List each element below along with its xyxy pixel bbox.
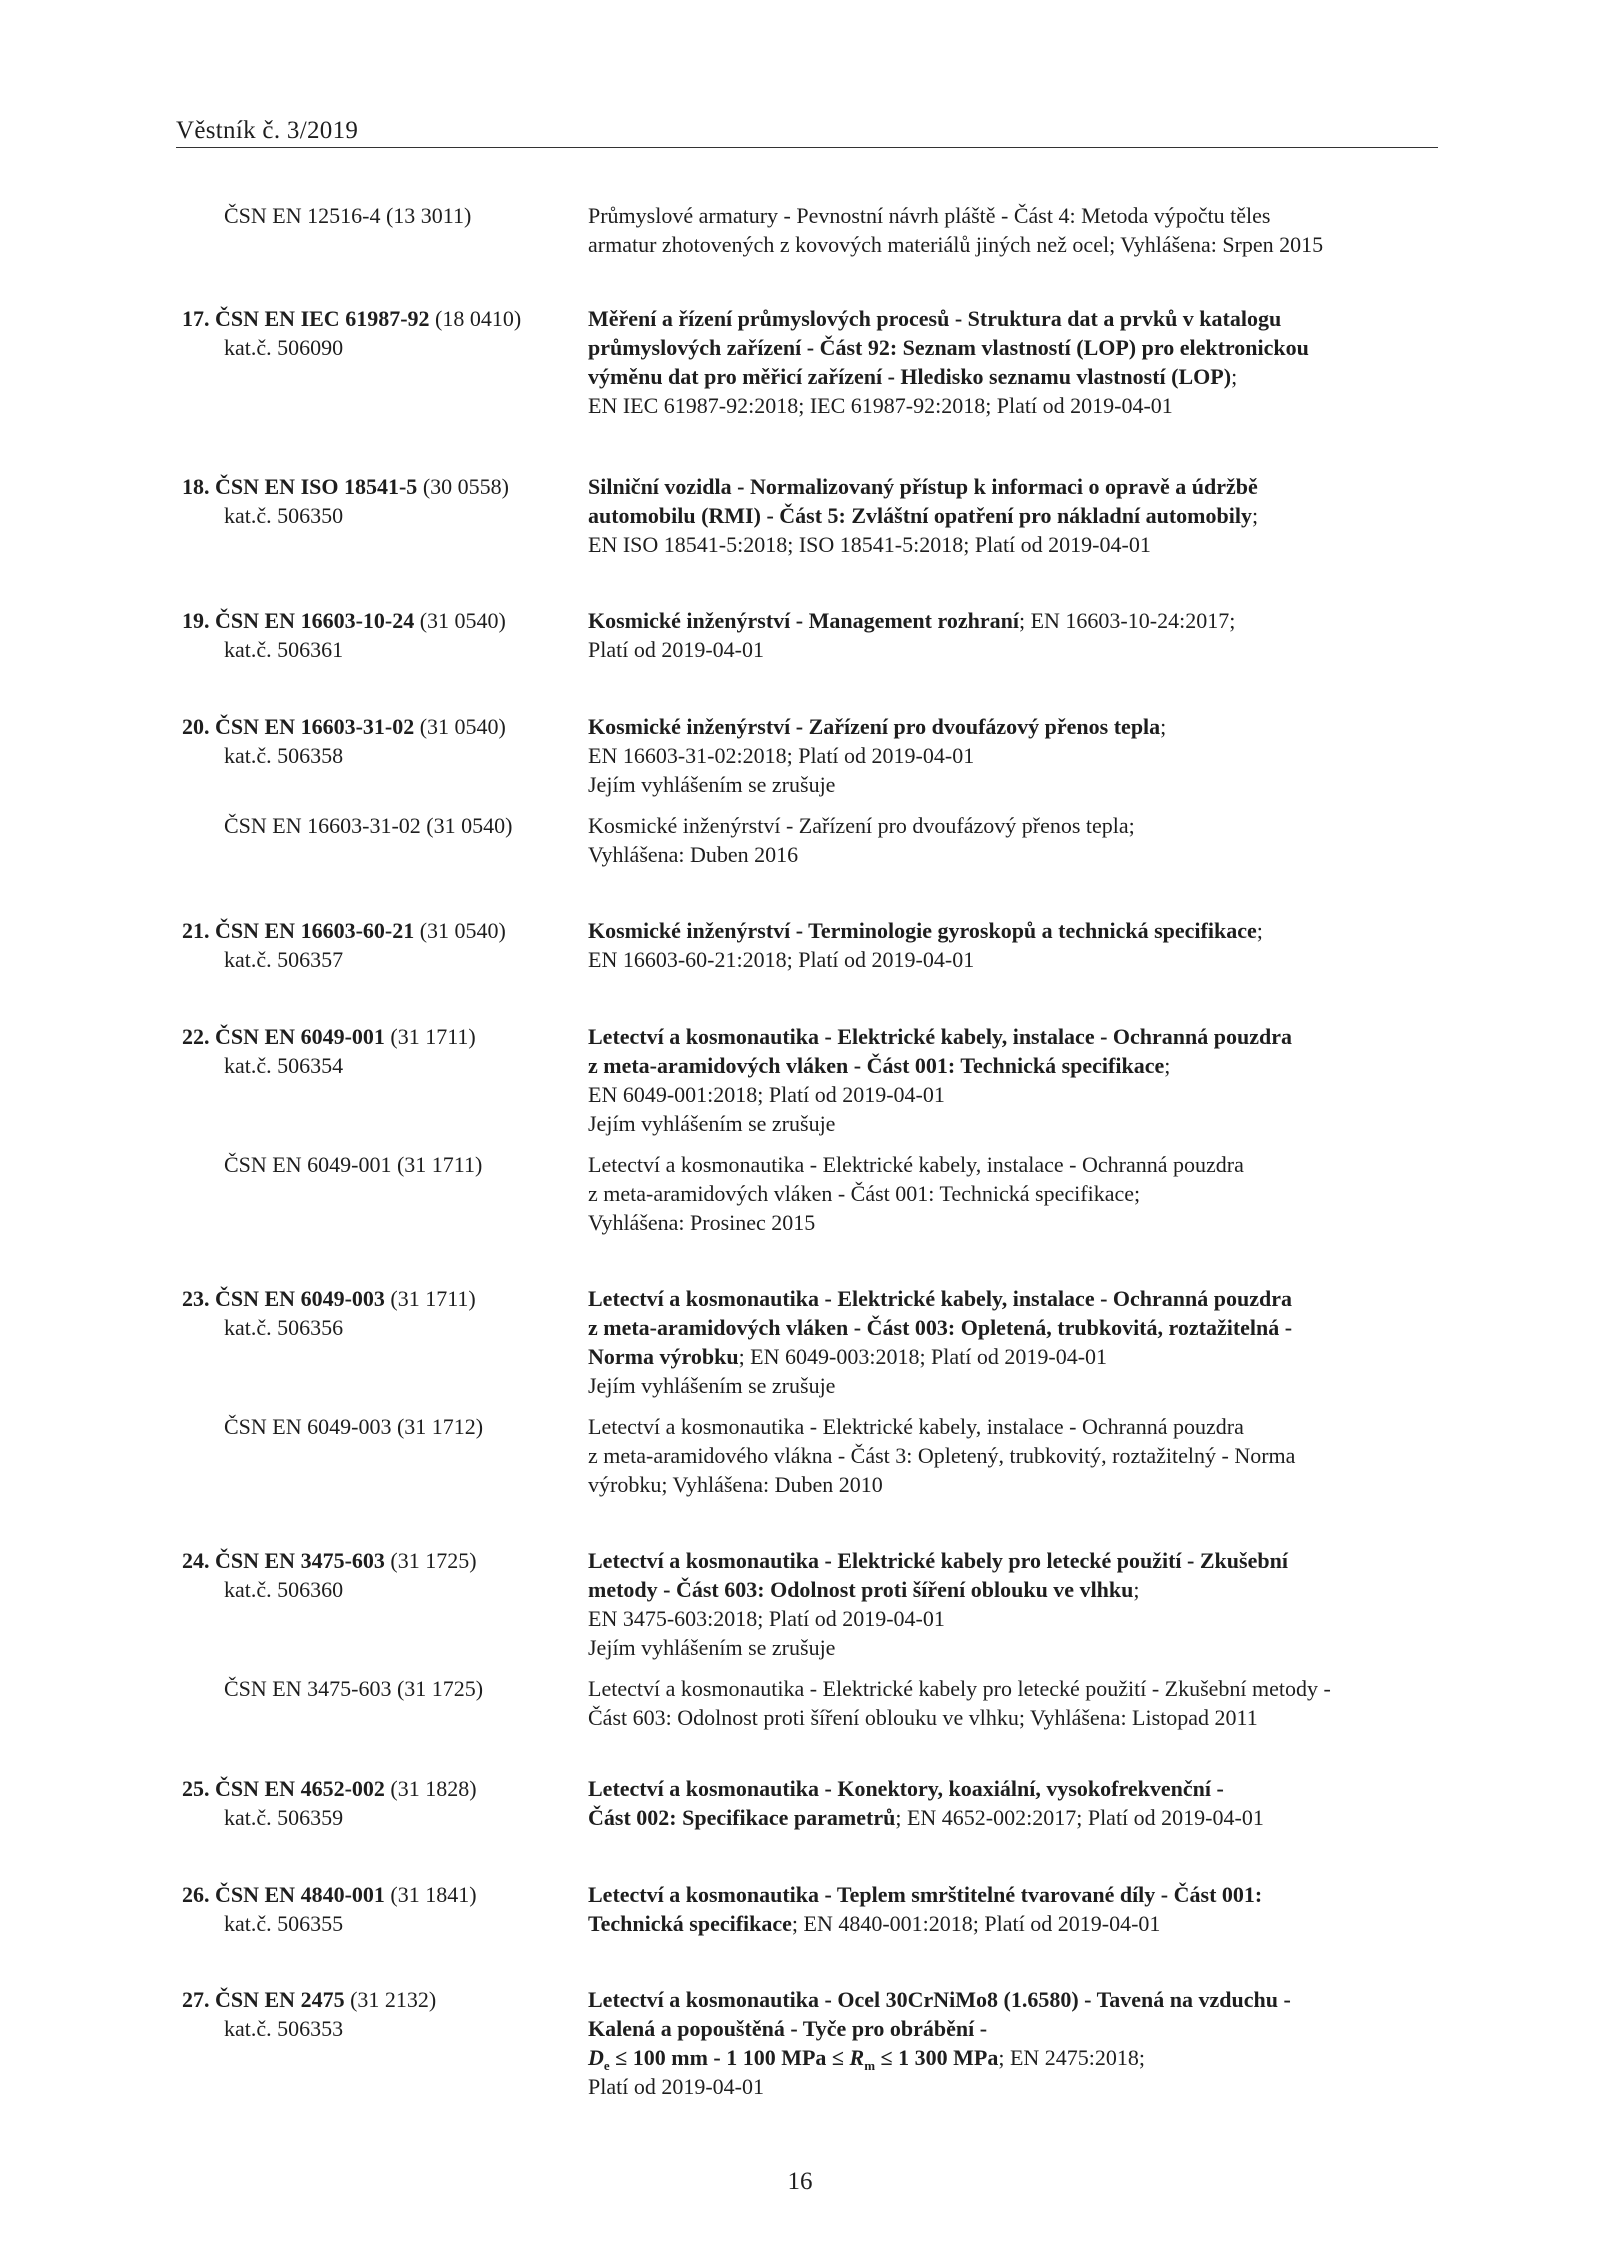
description-text: Kosmické inženýrství - Zařízení pro dvoufázový přenos tepla; <box>588 813 1135 838</box>
standard-entry <box>0 1985 1600 2101</box>
entry-left-column <box>182 712 582 770</box>
description-text: Letectví a kosmonautika - Elektrické kabely, instalace - Ochranná pouzdra <box>588 1152 1244 1177</box>
standard-entry <box>0 1546 1600 1732</box>
standard-code: ČSN EN 2475 <box>215 1987 345 2012</box>
standard-entry <box>0 201 1600 259</box>
classification-code: (31 1828) <box>390 1776 477 1801</box>
description-line <box>588 1284 1408 1313</box>
catalog-number: kat.č. 506354 <box>224 1053 344 1078</box>
entry-number: 22. <box>182 1024 210 1049</box>
description-text: Jejím vyhlášením se zrušuje <box>588 1111 836 1136</box>
entry-left-column <box>182 1674 582 1703</box>
entry-number: 19. <box>182 608 210 633</box>
standard-description <box>588 304 1408 420</box>
catalog-number: kat.č. 506356 <box>224 1315 344 1340</box>
classification-code: (18 0410) <box>435 306 522 331</box>
standard-code: ČSN EN 16603-31-02 <box>215 714 415 739</box>
standard-code: ČSN EN 6049-001 <box>215 1024 385 1049</box>
entry-replaced-row <box>0 1412 1600 1499</box>
formula-end: ≤ 1 300 MPa <box>875 2045 999 2070</box>
description-line <box>588 712 1408 741</box>
standard-title-bold: Technická specifikace <box>588 1911 792 1936</box>
description-text: EN 6049-001:2018; Platí od 2019-04-01 <box>588 1082 945 1107</box>
description-text: ; EN 4652-002:2017; Platí od 2019-04-01 <box>895 1805 1264 1830</box>
entry-left-column <box>182 1150 582 1179</box>
standard-title-bold: Letectví a kosmonautika - Elektrické kabely, instalace - Ochranná pouzdra <box>588 1024 1292 1049</box>
standard-code: ČSN EN 6049-003 <box>215 1286 385 1311</box>
standard-title-bold: z meta-aramidových vláken - Část 003: Opletená, trubkovitá, roztažitelná - <box>588 1315 1293 1340</box>
standard-designation <box>182 1774 582 1803</box>
description-text: ; <box>1251 503 1259 528</box>
replaced-standard-description <box>588 811 1408 869</box>
standard-entry <box>0 1284 1600 1499</box>
description-line <box>588 840 1408 869</box>
description-text: armatur zhotovených z kovových materiálů jiných než ocel; Vyhlášena: Srpen 2015 <box>588 232 1324 257</box>
description-text: ; <box>1164 1053 1171 1078</box>
description-text: výrobku; Vyhlášena: Duben 2010 <box>588 1472 883 1497</box>
description-text: Platí od 2019-04-01 <box>588 2074 764 2099</box>
description-text: EN 16603-60-21:2018; Platí od 2019-04-01 <box>588 947 975 972</box>
description-line <box>588 1703 1408 1732</box>
standard-entry <box>0 304 1600 420</box>
description-text: z meta-aramidového vlákna - Část 3: Opletený, trubkovitý, roztažitelný - Norma <box>588 1443 1296 1468</box>
description-text: Letectví a kosmonautika - Elektrické kabely, instalace - Ochranná pouzdra <box>588 1414 1244 1439</box>
entry-number: 17. <box>182 306 210 331</box>
standard-title-bold: výměnu dat pro měřicí zařízení - Hledisko seznamu vlastností (LOP) <box>588 364 1232 389</box>
standard-designation <box>182 606 582 635</box>
standard-entry <box>0 606 1600 664</box>
description-text: Platí od 2019-04-01 <box>588 637 764 662</box>
description-line <box>588 1208 1408 1237</box>
entry-left-column <box>182 304 582 362</box>
entry-left-column <box>182 1284 582 1342</box>
entry-main-row <box>0 304 1600 420</box>
classification-code: (31 0540) <box>419 714 506 739</box>
description-text: Jejím vyhlášením se zrušuje <box>588 1635 836 1660</box>
standard-designation <box>182 472 582 501</box>
description-line <box>588 391 1408 420</box>
standard-description <box>588 1022 1408 1138</box>
description-text: ; <box>1256 918 1263 943</box>
description-line <box>588 472 1408 501</box>
classification-code: (31 0540) <box>419 918 506 943</box>
catalog-number: kat.č. 506359 <box>224 1805 344 1830</box>
entry-left-column <box>182 1546 582 1604</box>
standard-code: ČSN EN ISO 18541-5 <box>215 474 418 499</box>
description-line <box>588 916 1408 945</box>
description-line <box>588 1470 1408 1499</box>
entry-number: 21. <box>182 918 210 943</box>
catalog-number: kat.č. 506358 <box>224 743 344 768</box>
standard-entry <box>0 1880 1600 1938</box>
standard-designation <box>182 1546 582 1575</box>
entry-number: 27. <box>182 1987 210 2012</box>
description-text: Jejím vyhlášením se zrušuje <box>588 1373 836 1398</box>
description-line <box>588 945 1408 974</box>
entry-replaced-row <box>0 811 1600 869</box>
replaced-standard-designation: ČSN EN 6049-001 (31 1711) <box>224 1152 483 1177</box>
description-line <box>588 1412 1408 1441</box>
standard-description <box>588 472 1408 559</box>
description-line <box>588 501 1408 530</box>
formula-subscript-e: e <box>603 2058 610 2073</box>
formula-middle: ≤ 100 mm - 1 100 MPa ≤ <box>609 2045 850 2070</box>
description-line <box>588 530 1408 559</box>
classification-code: (30 0558) <box>422 474 509 499</box>
description-text: Průmyslové armatury - Pevnostní návrh pláště - Část 4: Metoda výpočtu těles <box>588 203 1271 228</box>
description-text: ; <box>1160 714 1167 739</box>
entry-left-column <box>182 606 582 664</box>
description-text: Jejím vyhlášením se zrušuje <box>588 772 836 797</box>
description-line <box>588 1546 1408 1575</box>
entry-main-row <box>0 201 1600 259</box>
standard-title-bold: Měření a řízení průmyslových procesů - Struktura dat a prvků v katalogu <box>588 306 1282 331</box>
description-text: EN 3475-603:2018; Platí od 2019-04-01 <box>588 1606 945 1631</box>
description-line <box>588 1080 1408 1109</box>
description-text: ; <box>1133 1577 1140 1602</box>
description-line <box>588 304 1408 333</box>
catalog-number: kat.č. 506355 <box>224 1911 344 1936</box>
description-line <box>588 1803 1408 1832</box>
classification-code: (31 1841) <box>390 1882 477 1907</box>
description-text: Vyhlášena: Duben 2016 <box>588 842 799 867</box>
standard-description <box>588 712 1408 799</box>
standard-entry <box>0 712 1600 869</box>
standard-title-bold: z meta-aramidových vláken - Část 001: Technická specifikace <box>588 1053 1165 1078</box>
formula-symbol-d: D <box>588 2045 604 2070</box>
entry-main-row <box>0 1985 1600 2101</box>
entry-number: 24. <box>182 1548 210 1573</box>
entry-main-row <box>0 1880 1600 1938</box>
description-text: ; EN 2475:2018; <box>998 2045 1145 2070</box>
description-line <box>588 333 1408 362</box>
entry-number: 20. <box>182 714 210 739</box>
standard-title-bold: Letectví a kosmonautika - Teplem smrštitelné tvarované díly - Část 001: <box>588 1882 1263 1907</box>
description-line <box>588 770 1408 799</box>
entry-left-column <box>182 1412 582 1441</box>
description-line <box>588 811 1408 840</box>
strength-formula <box>588 2045 999 2073</box>
catalog-number: kat.č. 506361 <box>224 637 344 662</box>
standard-designation: ČSN EN 12516-4 (13 3011) <box>224 203 472 228</box>
standard-title-bold: Část 002: Specifikace parametrů <box>588 1805 896 1830</box>
description-line <box>588 1342 1408 1371</box>
standard-title-bold: Norma výrobku <box>588 1344 739 1369</box>
standard-title-bold: Kosmické inženýrství - Management rozhraní <box>588 608 1019 633</box>
description-line <box>588 1880 1408 1909</box>
description-line <box>588 1985 1408 2014</box>
standard-description <box>588 916 1408 974</box>
description-line <box>588 1313 1408 1342</box>
description-text: EN 16603-31-02:2018; Platí od 2019-04-01 <box>588 743 975 768</box>
description-text: Část 603: Odolnost proti šíření oblouku ve vlhku; Vyhlášena: Listopad 2011 <box>588 1705 1258 1730</box>
entry-left-column <box>182 916 582 974</box>
standard-designation <box>182 712 582 741</box>
description-text: Vyhlášena: Prosinec 2015 <box>588 1210 816 1235</box>
description-line <box>588 635 1408 664</box>
standard-designation <box>182 916 582 945</box>
standard-designation <box>182 1985 582 2014</box>
entry-main-row <box>0 916 1600 974</box>
description-line <box>588 1371 1408 1400</box>
description-line <box>588 606 1408 635</box>
standard-code: ČSN EN 16603-60-21 <box>215 918 415 943</box>
description-line <box>588 230 1408 259</box>
entry-main-row <box>0 712 1600 799</box>
description-line <box>588 201 1408 230</box>
description-text: ; EN 16603-10-24:2017; <box>1018 608 1236 633</box>
entry-main-row <box>0 1284 1600 1400</box>
entry-main-row <box>0 1546 1600 1662</box>
standard-title-bold: Letectví a kosmonautika - Konektory, koaxiální, vysokofrekvenční - <box>588 1776 1224 1801</box>
description-line <box>588 1150 1408 1179</box>
catalog-number: kat.č. 506353 <box>224 2016 344 2041</box>
standard-description <box>588 1880 1408 1938</box>
entry-left-column <box>182 1774 582 1832</box>
replaced-standard-designation: ČSN EN 6049-003 (31 1712) <box>224 1414 484 1439</box>
description-text: ; <box>1231 364 1238 389</box>
description-line <box>588 1441 1408 1470</box>
standard-title-bold: Kalená a popouštěná - Tyče pro obrábění - <box>588 2016 988 2041</box>
classification-code: (31 1725) <box>390 1548 477 1573</box>
catalog-number: kat.č. 506360 <box>224 1577 344 1602</box>
entry-main-row <box>0 1774 1600 1832</box>
standard-description <box>588 1985 1408 2101</box>
description-line <box>588 2043 1408 2072</box>
standard-title-bold: Letectví a kosmonautika - Elektrické kabely, instalace - Ochranná pouzdra <box>588 1286 1292 1311</box>
replaced-standard-designation: ČSN EN 16603-31-02 (31 0540) <box>224 813 513 838</box>
replaced-standard-description <box>588 1674 1408 1732</box>
standard-title-bold: Kosmické inženýrství - Terminologie gyroskopů a technická specifikace <box>588 918 1257 943</box>
description-line <box>588 2072 1408 2101</box>
standard-title-bold: automobilu (RMI) - Část 5: Zvláštní opatření pro nákladní automobily <box>588 503 1252 528</box>
replaced-standard-description <box>588 1150 1408 1237</box>
description-line <box>588 1575 1408 1604</box>
entry-main-row <box>0 1022 1600 1138</box>
description-line <box>588 1109 1408 1138</box>
catalog-number: kat.č. 506090 <box>224 335 344 360</box>
description-text: EN ISO 18541-5:2018; ISO 18541-5:2018; Platí od 2019-04-01 <box>588 532 1151 557</box>
description-line <box>588 362 1408 391</box>
formula-symbol-r: R <box>849 2045 865 2070</box>
standard-designation <box>182 1880 582 1909</box>
description-text: Letectví a kosmonautika - Elektrické kabely pro letecké použití - Zkušební metody - <box>588 1676 1331 1701</box>
standard-description <box>588 1546 1408 1662</box>
standard-designation <box>182 1022 582 1051</box>
entry-left-column <box>182 811 582 840</box>
classification-code: (31 0540) <box>419 608 506 633</box>
description-line <box>588 1909 1408 1938</box>
entry-left-column <box>182 1022 582 1080</box>
description-line <box>588 1179 1408 1208</box>
description-line <box>588 1051 1408 1080</box>
formula-subscript-m: m <box>864 2058 876 2073</box>
classification-code: (31 2132) <box>350 1987 437 2012</box>
classification-code: (31 1711) <box>390 1024 476 1049</box>
entry-number: 25. <box>182 1776 210 1801</box>
page-number: 16 <box>787 2168 813 2195</box>
standard-entry <box>0 472 1600 559</box>
description-line <box>588 741 1408 770</box>
description-text: z meta-aramidových vláken - Část 001: Technická specifikace; <box>588 1181 1141 1206</box>
standard-code: ČSN EN 4840-001 <box>215 1882 385 1907</box>
description-line <box>588 1774 1408 1803</box>
description-text: ; EN 6049-003:2018; Platí od 2019-04-01 <box>738 1344 1108 1369</box>
entry-left-column <box>182 201 582 230</box>
standard-code: ČSN EN 3475-603 <box>215 1548 385 1573</box>
classification-code: (31 1711) <box>390 1286 476 1311</box>
standard-designation <box>182 1284 582 1313</box>
catalog-number: kat.č. 506357 <box>224 947 344 972</box>
description-line <box>588 1604 1408 1633</box>
description-line <box>588 1674 1408 1703</box>
entry-replaced-row <box>0 1674 1600 1732</box>
entry-number: 26. <box>182 1882 210 1907</box>
entry-main-row <box>0 606 1600 664</box>
description-line <box>588 1633 1408 1662</box>
standard-title-bold: Kosmické inženýrství - Zařízení pro dvoufázový přenos tepla <box>588 714 1161 739</box>
standard-title-bold: průmyslových zařízení - Část 92: Seznam vlastností (LOP) pro elektronickou <box>588 335 1309 360</box>
standard-title-bold: Letectví a kosmonautika - Elektrické kabely pro letecké použití - Zkušební <box>588 1548 1288 1573</box>
standard-code: ČSN EN 16603-10-24 <box>215 608 415 633</box>
standard-entry <box>0 916 1600 974</box>
standard-title-bold: Silniční vozidla - Normalizovaný přístup k informaci o opravě a údržbě <box>588 474 1258 499</box>
entry-left-column <box>182 1880 582 1938</box>
entry-left-column <box>182 1985 582 2043</box>
standard-description <box>588 1774 1408 1832</box>
description-text: EN IEC 61987-92:2018; IEC 61987-92:2018; Platí od 2019-04-01 <box>588 393 1173 418</box>
entry-left-column <box>182 472 582 530</box>
standard-code: ČSN EN 4652-002 <box>215 1776 385 1801</box>
publication-title: Věstník č. 3/2019 <box>176 117 359 144</box>
standard-entry <box>0 1022 1600 1237</box>
catalog-number: kat.č. 506350 <box>224 503 344 528</box>
standard-description <box>588 201 1408 259</box>
description-line <box>588 1022 1408 1051</box>
entry-replaced-row <box>0 1150 1600 1237</box>
entry-number: 23. <box>182 1286 210 1311</box>
entry-main-row <box>0 472 1600 559</box>
standard-code: ČSN EN IEC 61987-92 <box>215 306 430 331</box>
standard-title-bold: Letectví a kosmonautika - Ocel 30CrNiMo8 (1.6580) - Tavená na vzduchu - <box>588 1987 1291 2012</box>
standard-designation <box>182 304 582 333</box>
description-text: ; EN 4840-001:2018; Platí od 2019-04-01 <box>791 1911 1161 1936</box>
page-header <box>176 116 1438 148</box>
standard-title-bold: metody - Část 603: Odolnost proti šíření oblouku ve vlhku <box>588 1577 1134 1602</box>
replaced-standard-description <box>588 1412 1408 1499</box>
description-line <box>588 2014 1408 2043</box>
standard-entry <box>0 1774 1600 1832</box>
standard-description <box>588 606 1408 664</box>
replaced-standard-designation: ČSN EN 3475-603 (31 1725) <box>224 1676 484 1701</box>
entry-number: 18. <box>182 474 210 499</box>
standard-description <box>588 1284 1408 1400</box>
